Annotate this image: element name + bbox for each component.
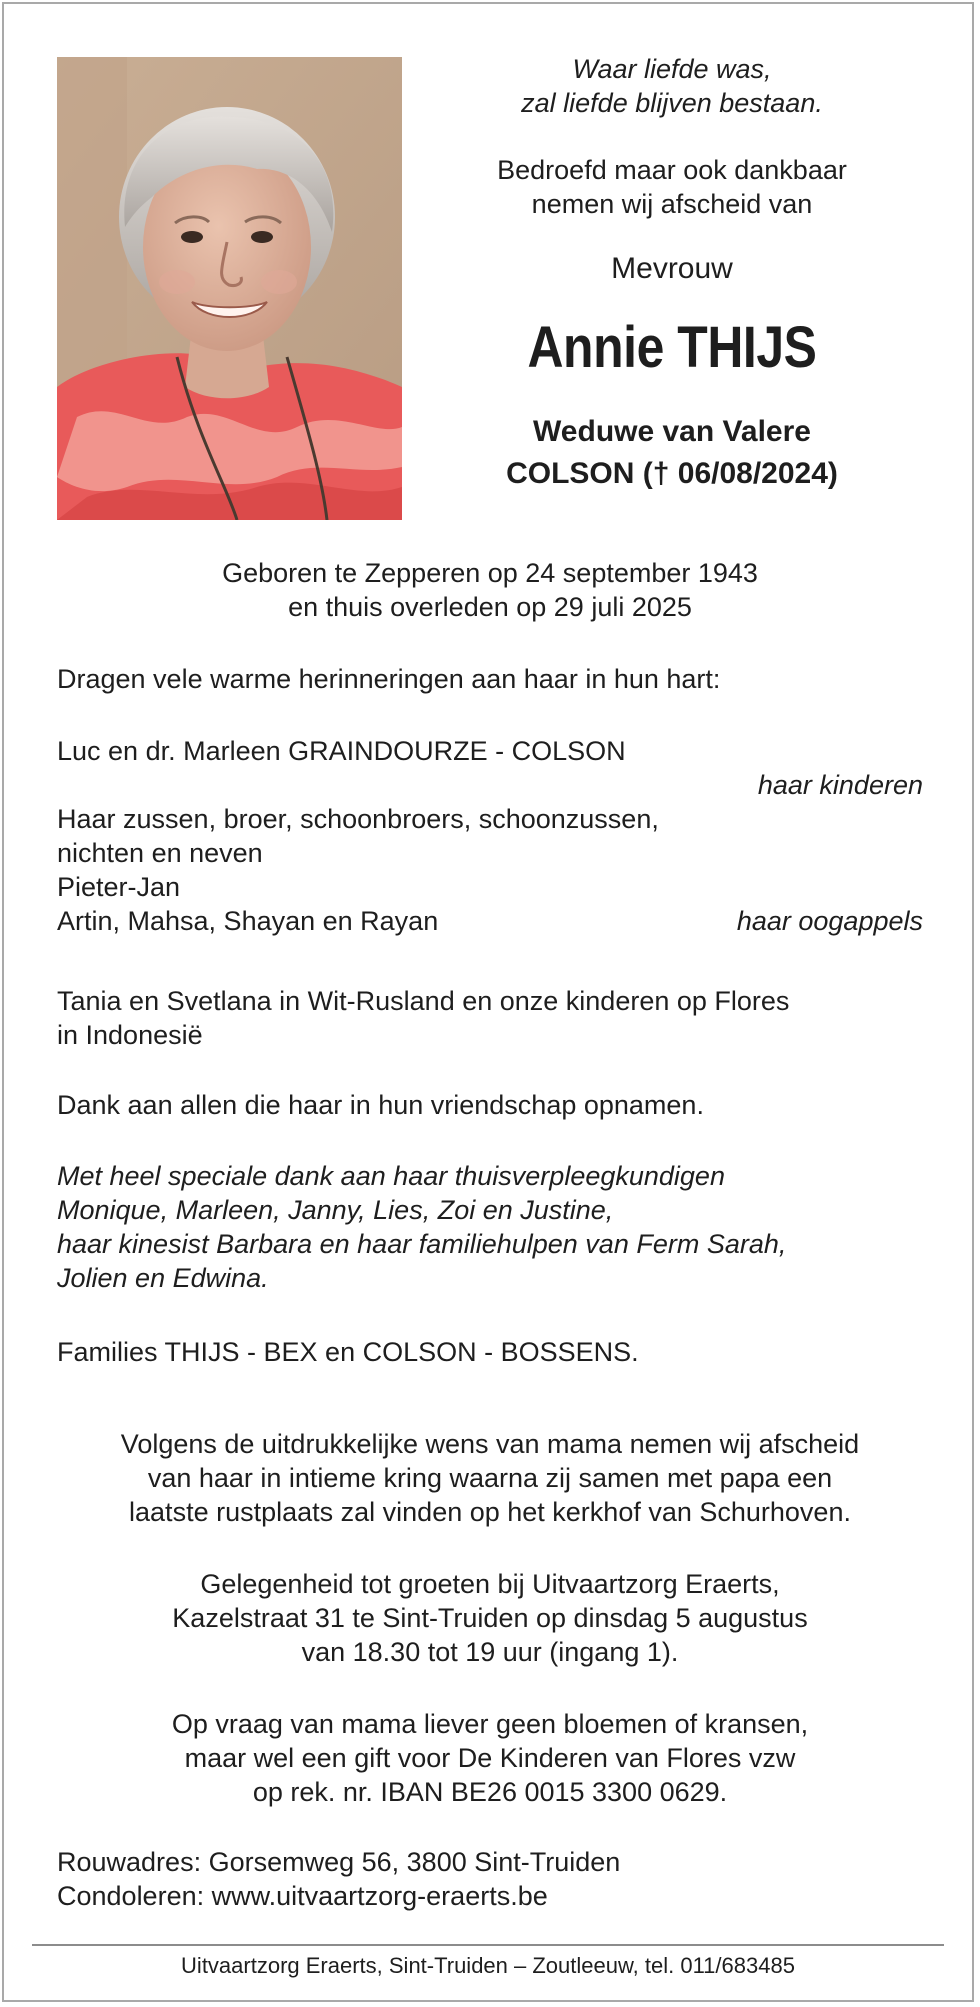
donation-line: maar wel een gift voor De Kinderen van Flores vzw bbox=[184, 1743, 796, 1773]
quote-line: zal liefde blijven bestaan. bbox=[521, 88, 823, 118]
thanks-all: Dank aan allen die haar in hun vriendschap opnamen. bbox=[57, 1090, 704, 1120]
contact-info bbox=[57, 1845, 923, 1913]
intro-text bbox=[438, 153, 906, 221]
donation-line: op rek. nr. IBAN BE26 0015 3300 0629. bbox=[252, 1777, 728, 1807]
funeral-wish bbox=[57, 1427, 923, 1529]
abroad-line: Tania en Svetlana in Wit-Rusland en onze kinderen op Flores bbox=[57, 986, 790, 1016]
life-dates bbox=[57, 556, 923, 624]
footer-divider bbox=[32, 1944, 944, 1946]
mourning-address: Rouwadres: Gorsemweg 56, 3800 Sint-Truiden bbox=[57, 1847, 621, 1877]
grandchildren-row bbox=[57, 904, 923, 938]
family-line: Pieter-Jan bbox=[57, 872, 181, 902]
children-label: haar kinderen bbox=[757, 770, 923, 800]
special-thanks-line: Jolien en Edwina. bbox=[57, 1263, 269, 1293]
visitation-info bbox=[57, 1567, 923, 1669]
donation-info bbox=[57, 1707, 923, 1809]
visitation-line: van 18.30 tot 19 uur (ingang 1). bbox=[301, 1637, 679, 1667]
death-line: en thuis overleden op 29 juli 2025 bbox=[288, 592, 692, 622]
funeral-home-footer: Uitvaartzorg Eraerts, Sint-Truiden – Zoutleeuw, tel. 011/683485 bbox=[181, 1953, 795, 1978]
families-line: Families THIJS - BEX en COLSON - BOSSENS. bbox=[57, 1337, 639, 1367]
condolences-link[interactable]: Condoleren: www.uitvaartzorg-eraerts.be bbox=[57, 1881, 548, 1911]
grandchildren-line: Artin, Mahsa, Shayan en Rayan bbox=[57, 906, 439, 936]
visitation-line: Kazelstraat 31 te Sint-Truiden op dinsdag 5 augustus bbox=[172, 1603, 808, 1633]
children-label-row bbox=[57, 768, 923, 802]
memories-intro: Dragen vele warme herinneringen aan haar in hun hart: bbox=[57, 664, 721, 694]
abroad-line: in Indonesië bbox=[57, 1020, 203, 1050]
visitation-line: Gelegenheid tot groeten bij Uitvaartzorg Eraerts, bbox=[200, 1569, 780, 1599]
intro-line: Bedroefd maar ook dankbaar bbox=[497, 155, 847, 185]
spouse-info bbox=[438, 411, 906, 495]
spouse-line: COLSON († 06/08/2024) bbox=[506, 457, 838, 490]
family-line: Haar zussen, broer, schoonbroers, schoonzussen, bbox=[57, 804, 659, 834]
special-thanks-line: Monique, Marleen, Janny, Lies, Zoi en Justine, bbox=[57, 1195, 614, 1225]
wish-line: laatste rustplaats zal vinden op het kerkhof van Schurhoven. bbox=[129, 1497, 851, 1527]
quote-line: Waar liefde was, bbox=[572, 54, 772, 84]
special-thanks-line: haar kinesist Barbara en haar familiehulpen van Ferm Sarah, bbox=[57, 1229, 787, 1259]
wish-line: van haar in intieme kring waarna zij samen met papa een bbox=[147, 1463, 833, 1493]
special-thanks bbox=[57, 1159, 923, 1295]
birth-line: Geboren te Zepperen op 24 september 1943 bbox=[222, 558, 758, 588]
special-thanks-line: Met heel speciale dank aan haar thuisverpleegkundigen bbox=[57, 1161, 725, 1191]
header-block bbox=[438, 52, 906, 495]
portrait-photo bbox=[57, 57, 402, 520]
grandchildren-label: haar oogappels bbox=[736, 906, 923, 936]
quote bbox=[438, 52, 906, 120]
wish-line: Volgens de uitdrukkelijke wens van mama nemen wij afscheid bbox=[120, 1429, 860, 1459]
intro-line: nemen wij afscheid van bbox=[531, 189, 813, 219]
deceased-name: Annie THIJS bbox=[527, 315, 817, 380]
donation-line: Op vraag van mama liever geen bloemen of kransen, bbox=[171, 1709, 809, 1739]
abroad-family bbox=[57, 984, 923, 1052]
family-list bbox=[57, 734, 923, 938]
children-line: Luc en dr. Marleen GRAINDOURZE - COLSON bbox=[57, 736, 626, 766]
honorific: Mevrouw bbox=[611, 252, 733, 285]
family-line: nichten en neven bbox=[57, 838, 263, 868]
spouse-line: Weduwe van Valere bbox=[533, 415, 811, 448]
